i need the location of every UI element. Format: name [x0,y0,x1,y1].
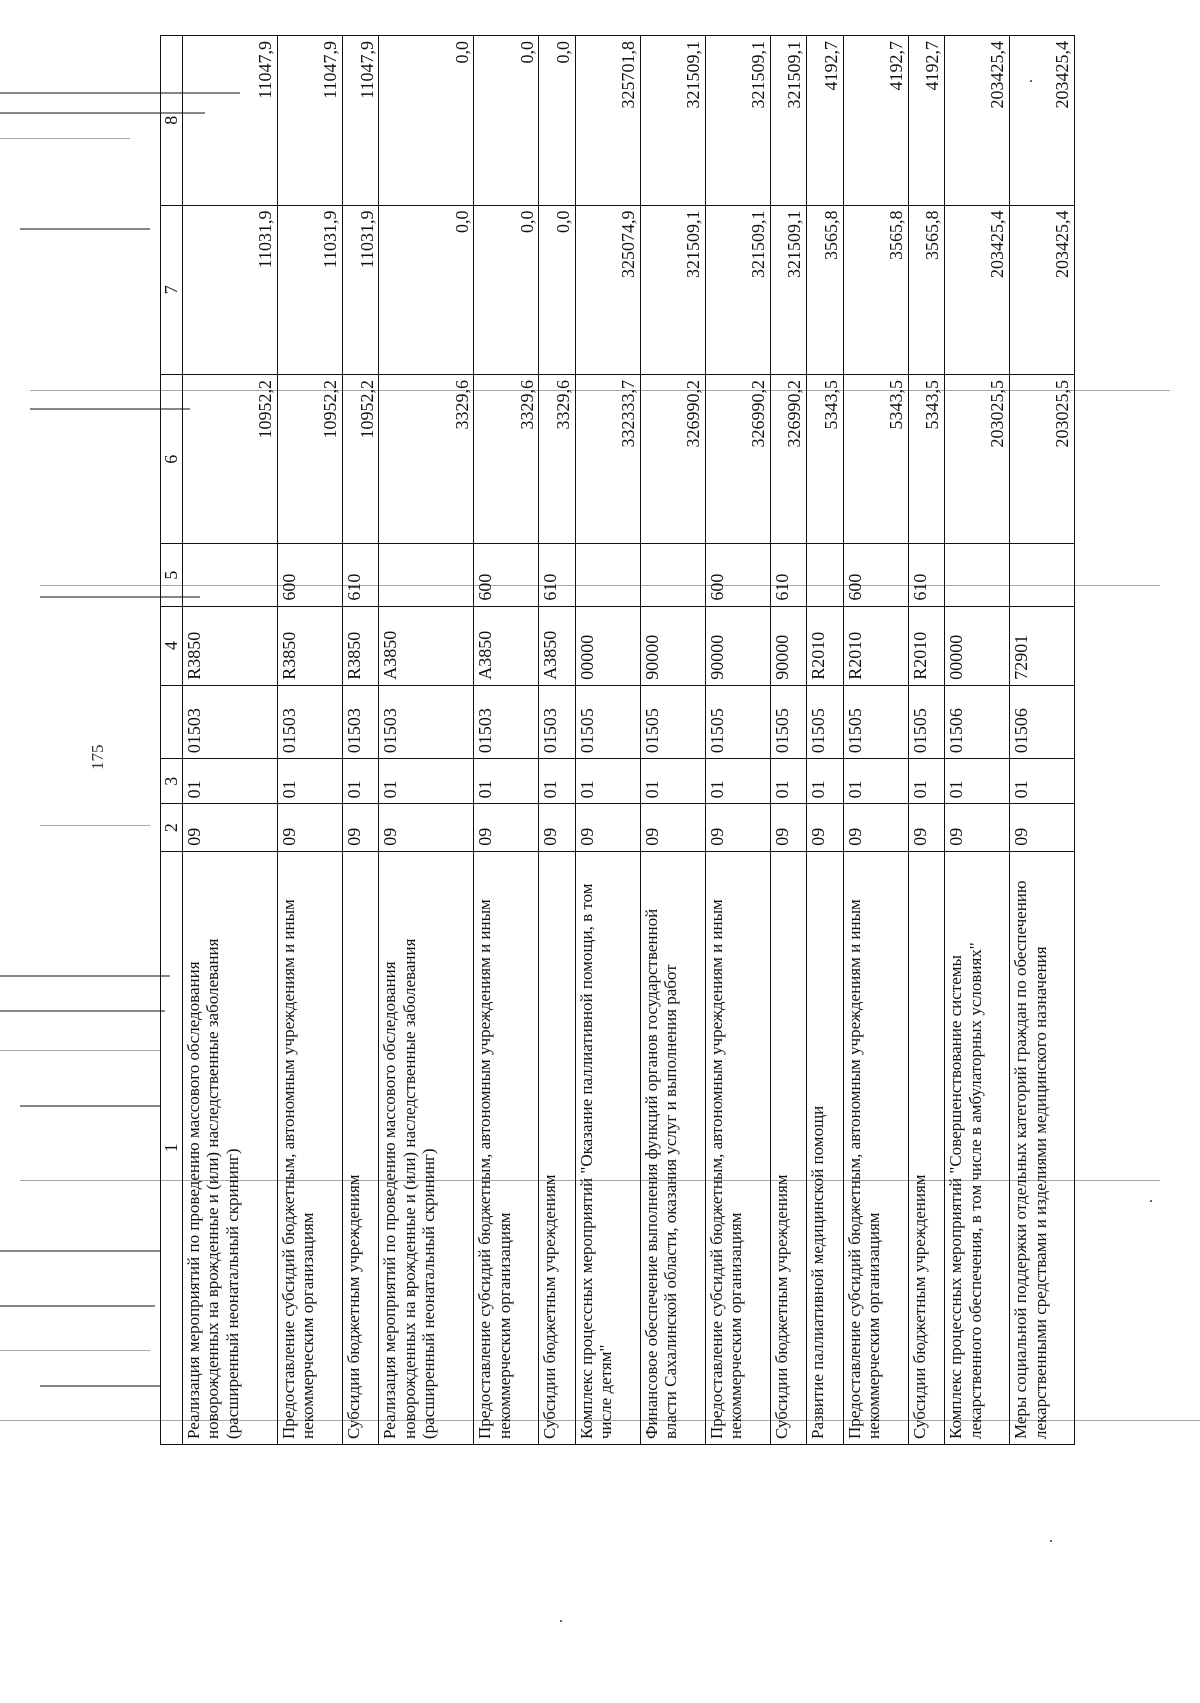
row-description: Субсидии бюджетным учреждениям [770,851,807,1444]
row-code-program: 01 [843,759,908,804]
header-col-4: 4 [161,606,183,685]
row-code-program: 01 [908,759,945,804]
header-col-blank [161,685,183,758]
row-description: Субсидии бюджетным учреждениям [908,851,945,1444]
row-code-program: 01 [640,759,705,804]
row-amount-year-2: 325074,9 [575,205,640,374]
row-amount-year-2: 203425,4 [945,205,1010,374]
row-code-direction: R2010 [807,606,844,685]
row-description: Предоставление субсидий бюджетным, автономным учреждениям и иным некоммерческим организациям [843,851,908,1444]
row-code-expense-type [807,544,844,606]
row-amount-year-2: 0,0 [474,205,539,374]
row-amount-year-1: 10952,2 [342,375,379,544]
row-code-ministry: 09 [843,804,908,851]
row-amount-year-1: 203025,5 [945,375,1010,544]
row-amount-year-1: 3329,6 [474,375,539,544]
row-code-ministry: 09 [575,804,640,851]
row-code-program: 01 [539,759,576,804]
row-amount-year-1: 3329,6 [539,375,576,544]
table-row [908,36,945,1445]
row-amount-year-2: 0,0 [539,205,576,374]
budget-table [160,35,1075,1445]
row-description: Реализация мероприятий по проведению массового обследования новорожденных на врожденные и (или) наследственные заболевания (расширенный неонатальный скрининг) [182,851,277,1444]
table-row [379,36,474,1445]
row-code-ministry: 09 [640,804,705,851]
row-code-expense-type: 600 [277,544,342,606]
row-amount-year-1: 10952,2 [277,375,342,544]
row-code-ministry: 09 [807,804,844,851]
row-code-subprogram: 01503 [342,685,379,758]
row-code-program: 01 [379,759,474,804]
table-row [342,36,379,1445]
row-code-expense-type [379,544,474,606]
row-code-direction: R3850 [277,606,342,685]
table-row [705,36,770,1445]
row-amount-year-1: 5343,5 [908,375,945,544]
row-code-expense-type: 610 [539,544,576,606]
row-code-direction: R2010 [908,606,945,685]
row-code-direction: 72901 [1009,606,1074,685]
row-amount-year-2: 321509,1 [770,205,807,374]
header-col-6: 6 [161,375,183,544]
row-amount-year-3: 321509,1 [705,36,770,206]
row-code-direction: А3850 [539,606,576,685]
header-col-2: 2 [161,804,183,851]
row-description: Субсидии бюджетным учреждениям [342,851,379,1444]
row-code-expense-type [182,544,277,606]
row-code-subprogram: 01505 [640,685,705,758]
row-code-program: 01 [807,759,844,804]
row-code-direction: А3850 [379,606,474,685]
header-col-3: 3 [161,759,183,804]
row-code-expense-type: 610 [770,544,807,606]
row-code-ministry: 09 [770,804,807,851]
row-amount-year-3: 4192,7 [807,36,844,206]
row-amount-year-2: 3565,8 [807,205,844,374]
row-code-subprogram: 01505 [908,685,945,758]
row-code-program: 01 [342,759,379,804]
row-code-ministry: 09 [705,804,770,851]
row-description: Предоставление субсидий бюджетным, автономным учреждениям и иным некоммерческим организациям [474,851,539,1444]
row-amount-year-3: 203425,4 [945,36,1010,206]
row-code-ministry: 09 [342,804,379,851]
row-code-ministry: 09 [908,804,945,851]
row-code-subprogram: 01505 [807,685,844,758]
row-code-direction: 00000 [575,606,640,685]
row-code-expense-type: 600 [705,544,770,606]
row-code-subprogram: 01503 [277,685,342,758]
row-amount-year-3: 11047,9 [342,36,379,206]
row-amount-year-3: 4192,7 [908,36,945,206]
row-code-subprogram: 01503 [539,685,576,758]
row-code-program: 01 [277,759,342,804]
table-row [843,36,908,1445]
row-code-direction: А3850 [474,606,539,685]
row-code-subprogram: 01505 [705,685,770,758]
row-amount-year-1: 3329,6 [379,375,474,544]
table-row [474,36,539,1445]
row-code-subprogram: 01505 [575,685,640,758]
row-code-program: 01 [770,759,807,804]
row-code-direction: 00000 [945,606,1010,685]
row-code-program: 01 [575,759,640,804]
row-amount-year-1: 5343,5 [843,375,908,544]
row-code-expense-type: 610 [908,544,945,606]
row-code-ministry: 09 [474,804,539,851]
row-code-direction: 90000 [640,606,705,685]
row-code-program: 01 [182,759,277,804]
row-code-program: 01 [705,759,770,804]
row-amount-year-2: 203425,4 [1009,205,1074,374]
row-code-expense-type [1009,544,1074,606]
row-amount-year-2: 11031,9 [182,205,277,374]
row-amount-year-3: 203425,4 [1009,36,1074,206]
row-code-subprogram: 01503 [474,685,539,758]
row-code-subprogram: 01503 [379,685,474,758]
table-row [945,36,1010,1445]
row-description: Меры социальной поддержки отдельных категорий граждан по обеспечению лекарственными средствами и изделиями медицинского назначения [1009,851,1074,1444]
header-col-7: 7 [161,205,183,374]
row-description: Предоставление субсидий бюджетным, автономным учреждениям и иным некоммерческим организациям [277,851,342,1444]
page-number: 175 [88,744,107,770]
row-code-program: 01 [945,759,1010,804]
row-code-ministry: 09 [277,804,342,851]
row-code-subprogram: 01503 [182,685,277,758]
row-code-direction: R3850 [182,606,277,685]
row-description: Развитие паллиативной медицинской помощи [807,851,844,1444]
row-amount-year-2: 3565,8 [843,205,908,374]
row-code-expense-type [640,544,705,606]
row-amount-year-3: 0,0 [539,36,576,206]
row-code-direction: 90000 [770,606,807,685]
table-row [1009,36,1074,1445]
row-code-subprogram: 01506 [1009,685,1074,758]
row-description: Комплекс процессных мероприятий "Оказание паллиативной помощи, в том числе детям" [575,851,640,1444]
row-amount-year-1: 326990,2 [705,375,770,544]
row-code-direction: 90000 [705,606,770,685]
row-amount-year-1: 10952,2 [182,375,277,544]
row-amount-year-3: 0,0 [474,36,539,206]
table-row [770,36,807,1445]
header-col-1: 1 [161,851,183,1444]
row-code-ministry: 09 [539,804,576,851]
row-amount-year-1: 326990,2 [770,375,807,544]
row-amount-year-2: 11031,9 [277,205,342,374]
table-row [182,36,277,1445]
table-row [277,36,342,1445]
row-description: Субсидии бюджетным учреждениям [539,851,576,1444]
row-amount-year-2: 3565,8 [908,205,945,374]
row-code-program: 01 [1009,759,1074,804]
row-code-subprogram: 01506 [945,685,1010,758]
row-code-direction: R3850 [342,606,379,685]
row-amount-year-3: 321509,1 [770,36,807,206]
row-amount-year-1: 203025,5 [1009,375,1074,544]
row-code-expense-type [575,544,640,606]
row-code-ministry: 09 [945,804,1010,851]
row-amount-year-2: 0,0 [379,205,474,374]
row-amount-year-1: 332333,7 [575,375,640,544]
row-amount-year-3: 4192,7 [843,36,908,206]
table-row [640,36,705,1445]
row-description: Комплекс процессных мероприятий "Совершенствование системы лекарственного обеспечения, в том числе в амбулаторных условиях" [945,851,1010,1444]
row-amount-year-2: 11031,9 [342,205,379,374]
row-amount-year-1: 326990,2 [640,375,705,544]
header-col-8: 8 [161,36,183,206]
row-code-ministry: 09 [1009,804,1074,851]
table-row [539,36,576,1445]
row-amount-year-2: 321509,1 [705,205,770,374]
header-col-5: 5 [161,544,183,606]
row-code-subprogram: 01505 [843,685,908,758]
row-amount-year-1: 5343,5 [807,375,844,544]
row-description: Реализация мероприятий по проведению массового обследования новорожденных на врожденные и (или) наследственные заболевания (расширенный неонатальный скрининг) [379,851,474,1444]
row-code-program: 01 [474,759,539,804]
row-code-ministry: 09 [182,804,277,851]
row-amount-year-3: 11047,9 [277,36,342,206]
row-description: Финансовое обеспечение выполнения функций органов государственной власти Сахалинской области, оказания услуг и выполнения работ [640,851,705,1444]
header-row [161,36,183,1445]
row-amount-year-2: 321509,1 [640,205,705,374]
row-code-ministry: 09 [379,804,474,851]
row-amount-year-3: 321509,1 [640,36,705,206]
row-code-subprogram: 01505 [770,685,807,758]
row-amount-year-3: 325701,8 [575,36,640,206]
row-amount-year-3: 0,0 [379,36,474,206]
row-amount-year-3: 11047,9 [182,36,277,206]
table-row [575,36,640,1445]
row-code-expense-type [945,544,1010,606]
row-code-expense-type: 600 [474,544,539,606]
row-description: Предоставление субсидий бюджетным, автономным учреждениям и иным некоммерческим организациям [705,851,770,1444]
table-row [807,36,844,1445]
row-code-expense-type: 610 [342,544,379,606]
row-code-expense-type: 600 [843,544,908,606]
row-code-direction: R2010 [843,606,908,685]
budget-table-container [160,35,1075,1445]
